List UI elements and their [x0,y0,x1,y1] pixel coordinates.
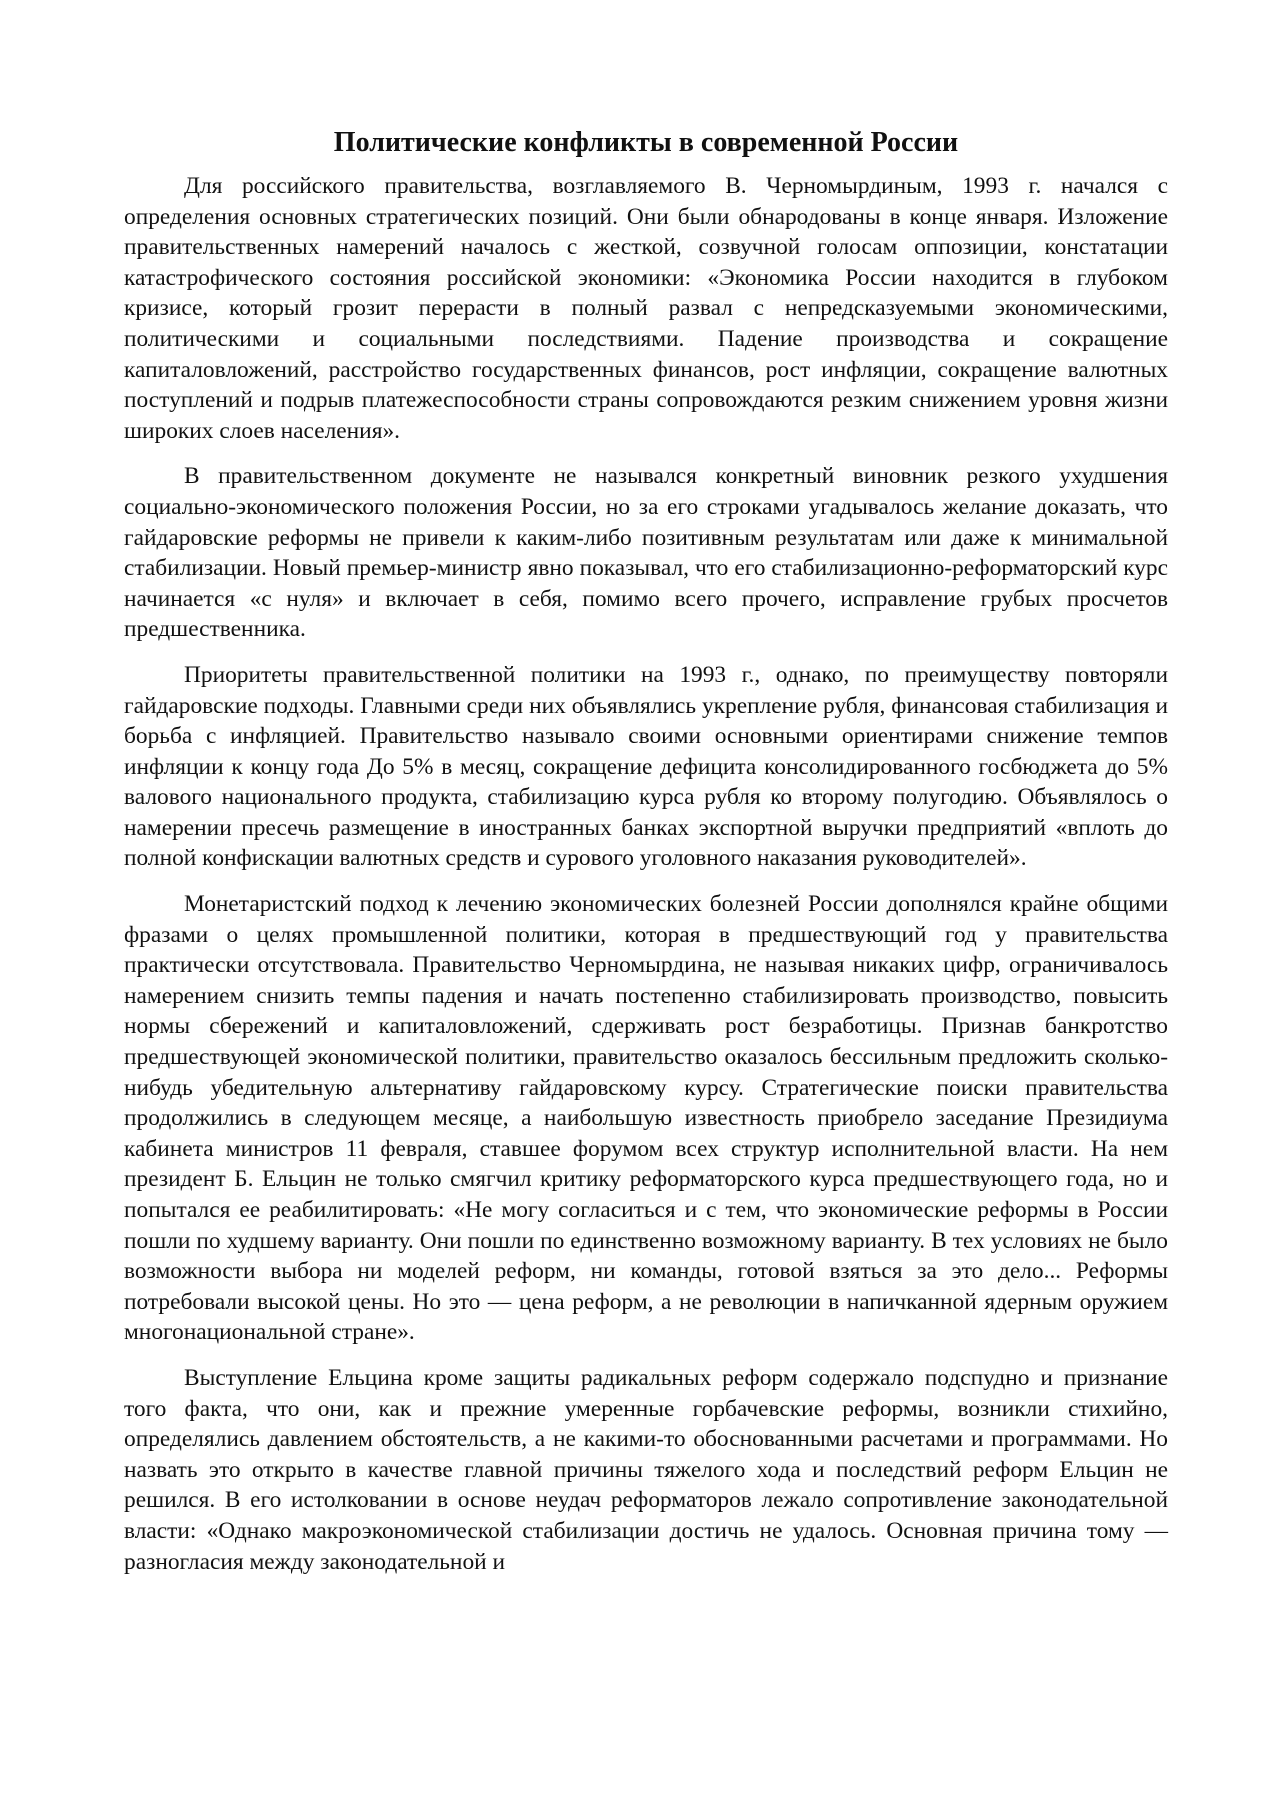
paragraph-5: Выступление Ельцина кроме защиты радикальных реформ содержало подспудно и признание того факта, что они, как и прежние умеренные горбачевские реформы, возникли стихийно, определялись давлением обстоятельств, а не какими-то обоснованными расчетами и программами. Но назвать это открыто в качестве главной причины тяжелого хода и последствий реформ Ельцин не решился. В его истолковании в основе неудач реформаторов лежало сопротивление законодательной власти: «Однако макроэкономической стабилизации достичь не удалось. Основная причина тому — разногласия между законодательной и [124,1364,1168,1575]
paragraph-2: В правительственном документе не назывался конкретный виновник резкого ухудшения социально-экономического положения России, но за его строками угадывалось желание доказать, что гайдаровские реформы не привели к каким-либо позитивным результатам или даже к минимальной стабилизации. Новый премьер-министр явно показывал, что его стабилизационно-реформаторский курс начинается «с нуля» и включает в себя, помимо всего прочего, исправление грубых просчетов предшественника. [124,463,1168,643]
paragraph-4: Монетаристский подход к лечению экономических болезней России дополнялся крайне общими фразами о целях промышленной политики, которая в предшествующий год у правительства практически отсутствовала. Правительство Черномырдина, не называя никаких цифр, ограничивалось намерением снизить темпы падения и начать постепенно стабилизировать производство, повысить нормы сбережений и капиталовложений, сдерживать рост безработицы. Признав банкротство предшествующей экономической политики, правительство оказалось бессильным предложить сколько-нибудь убедительную альтернативу гайдаровскому курсу. Стратегические поиски правительства продолжились в следующем месяце, а наибольшую известность приобрело заседание Президиума кабинета министров 11 февраля, ставшее форумом всех структур исполнительной власти. На нем президент Б. Ельцин не только смягчил критику реформаторского курса предшествующего года, но и попытался ее реабилитировать: «Не могу согласиться и с тем, что экономические реформы в России пошли по худшему варианту. Они пошли по единственно возможному варианту. В тех условиях не было возможности выбора ни моделей реформ, ни команды, готовой взяться за это дело... Реформы потребовали высокой цены. Но это — цена реформ, а не революции в напичканной ядерным оружием многонациональной стране». [124,891,1168,1346]
document-page [124,127,1168,1592]
paragraph-3: Приоритеты правительственной политики на 1993 г., однако, по преимуществу повторяли гайдаровские подходы. Главными среди них объявлялись укрепление рубля, финансовая стабилизация и борьба с инфляцией. Правительство называло своими основными ориентирами снижение темпов инфляции к концу года До 5% в месяц, сокращение дефицита консолидированного госбюджета до 5% валового национального продукта, стабилизацию курса рубля ко второму полугодию. Объявлялось о намерении пресечь размещение в иностранных банках экспортной выручки предприятий «вплоть до полной конфискации валютных средств и сурового уголовного наказания руководителей». [124,661,1168,872]
document-title: Политические конфликты в современной России [333,127,959,158]
paragraph-1: Для российского правительства, возглавляемого В. Черномырдиным, 1993 г. начался с определения основных стратегических позиций. Они были обнародованы в конце января. Изложение правительственных намерений началось с жесткой, созвучной голосам оппозиции, констатации катастрофического состояния российской экономики: «Экономика России находится в глубоком кризисе, который грозит перерасти в полный развал с непредсказуемыми экономическими, политическими и социальными последствиями. Падение производства и сокращение капиталовложений, расстройство государственных финансов, рост инфляции, сокращение валютных поступлений и подрыв платежеспособности страны сопровождаются резким снижением уровня жизни широких слоев населения». [124,173,1168,444]
